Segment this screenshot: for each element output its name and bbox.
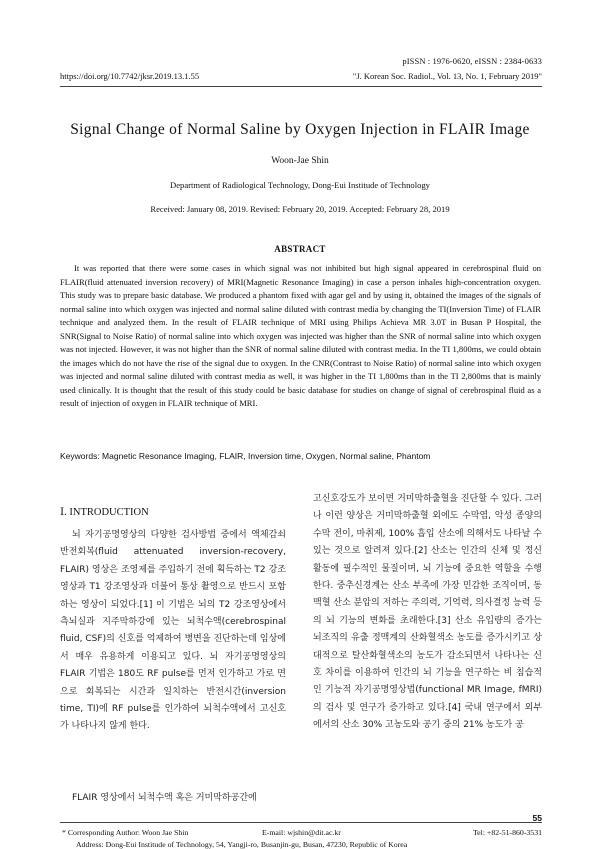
author-email[interactable]: E-mail: wjshin@dit.ac.kr xyxy=(262,828,341,837)
section-heading-introduction: Ⅰ. INTRODUCTION xyxy=(60,507,149,518)
footer-divider xyxy=(60,822,542,823)
corresponding-author-footnote xyxy=(62,828,542,837)
issn-line: pISSN : 1976-0620, eISSN : 2384-0633 xyxy=(402,56,542,66)
author-name: Woon-Jae Shin xyxy=(271,156,329,166)
page-number: 55 xyxy=(532,813,542,823)
header-divider xyxy=(60,86,542,87)
intro-left-column xyxy=(60,527,286,736)
intro-paragraph-1: 뇌 자기공명영상의 다양한 검사방법 중에서 액체감쇠반전회복(fluid attenuated inversion-recovery, FLAIR) 영상은 조영제를 주입하기 전에 획득하는 T2 강조영상과 T1 강조영상과 더불어 통상 촬영으로 반드시 포함하는 영상이 되었다.[1] 이 기법은 뇌의 T2 강조영상에서 측뇌실과 지주막하강에 있는 뇌척수액(cerebrospinal fluid, CSF)의 신호를 억제하여 병변을 진단하는데 임상에서 매우 유용하게 이용되고 있다. 뇌 자기공명영상의 FLAIR 기법은 180도 RF pulse를 먼저 인가하고 가로 면으로 회복되는 시간과 일치하는 반전시간(inversion time, TI)에 RF pulse를 인가하여 뇌척수액에서 고신호가 나타나지 않게 한다. xyxy=(60,530,286,732)
intro-paragraph-2: FLAIR 영상에서 뇌척수액 혹은 거미막하공간에 xyxy=(72,793,257,803)
abstract-body: It was reported that there were some cases in which signal was not inhibited but high signal appeared in cerebrospinal fluid on FLAIR(fluid attenuated inversion recovery) of MRI(Magnetic Resonance Imaging) in case a person inhales high-concentration oxygen. This study was to prepare basic database. We produced a phantom fixed with agar gel and by using it, obtained the images of the signals of normal saline into which oxygen was injected and normal saline diluted with contrast media by changing the TI(Inversion Time) of FLAIR technique and analyzed them. In the result of FLAIR technique of MRI using Philips Achieva MR 3.0T in Busan P Hospital, the SNR(Signal to Noise Ratio) of normal saline into which oxygen was injected was higher than the SNR of normal saline into which oxygen was not injected. However, it was not higher than the SNR of normal saline diluted with contrast media. In the TI 1,800ms, we could obtain the images which do not have the rise of the signal due to oxygen. In the CNR(Contrast to Noise Ratio) of normal saline into which oxygen was injected and normal saline diluted with contrast media as well, it was higher in the TI 1,800ms than in the TI 2,800ms that is mainly used clinically. It is thought that the result of this study could be basic database for studies on change of signal of cerebrospinal fluid as a result of injection of oxygen in FLAIR technique of MRI. xyxy=(60,263,541,408)
doi-link[interactable]: https://doi.org/10.7742/jksr.2019.13.1.55 xyxy=(60,71,200,81)
keywords: Keywords: Magnetic Resonance Imaging, FLAIR, Inversion time, Oxygen, Normal saline, Phantom xyxy=(60,451,431,461)
intro-paragraph-right: 고신호강도가 보이면 거미막하출혈을 진단할 수 있다. 그러나 이런 양상은 거미막하출혈 외에도 수막염, 악성 종양의 수막 전이, 마취제, 100% 흡입 산소에 의해서도 나타날 수 있는 것으로 알려져 있다.[2] 산소는 인간의 신체 및 정신 활동에 필수적인 물질이며, 뇌 기능에 중요한 역할을 수행한다. 중추신경계는 산소 부족에 가장 민감한 조직이며, 동맥혈 산소 분압의 저하는 주의력, 기억력, 의사결정 능력 등의 뇌 기능의 변화를 초래한다.[3] 산소 유입량의 증가는 뇌조직의 유출 정맥계의 산화혈색소 농도를 증가시키고 상대적으로 탈산화혈색소의 농도가 감소되면서 나타나는 신호 차이를 이용하여 인간의 뇌 기능을 연구하는 비 침습적인 기능적 자기공명영상법(functional MR Image, fMRI)의 검사 및 연구가 증가하고 있다.[4] 국내 연구에서 외부에서의 산소 30% 고농도와 공기 중의 21% 농도가 공 xyxy=(313,494,542,731)
journal-citation: "J. Korean Soc. Radiol., Vol. 13, No. 1, February 2019" xyxy=(352,71,542,81)
intro-right-column xyxy=(313,491,542,735)
author-tel: Tel: +82-51-860-3531 xyxy=(472,828,542,837)
author-address: Address: Dong-Eui Institude of Technology, 54, Yangji-ro, Busanjin-gu, Busan, 47230, Republic of Korea xyxy=(76,840,408,849)
journal-meta xyxy=(60,71,542,81)
author-affiliation: Department of Radiological Technology, Dong-Eui Institude of Technology xyxy=(170,180,430,190)
article-title: Signal Change of Normal Saline by Oxygen Injection in FLAIR Image xyxy=(70,121,530,138)
abstract-heading: ABSTRACT xyxy=(274,244,326,254)
article-dates: Received: January 08, 2019. Revised: February 20, 2019. Accepted: February 28, 2019 xyxy=(150,204,450,214)
corresponding-author: * Corresponding Author: Woon Jae Shin xyxy=(62,828,189,837)
